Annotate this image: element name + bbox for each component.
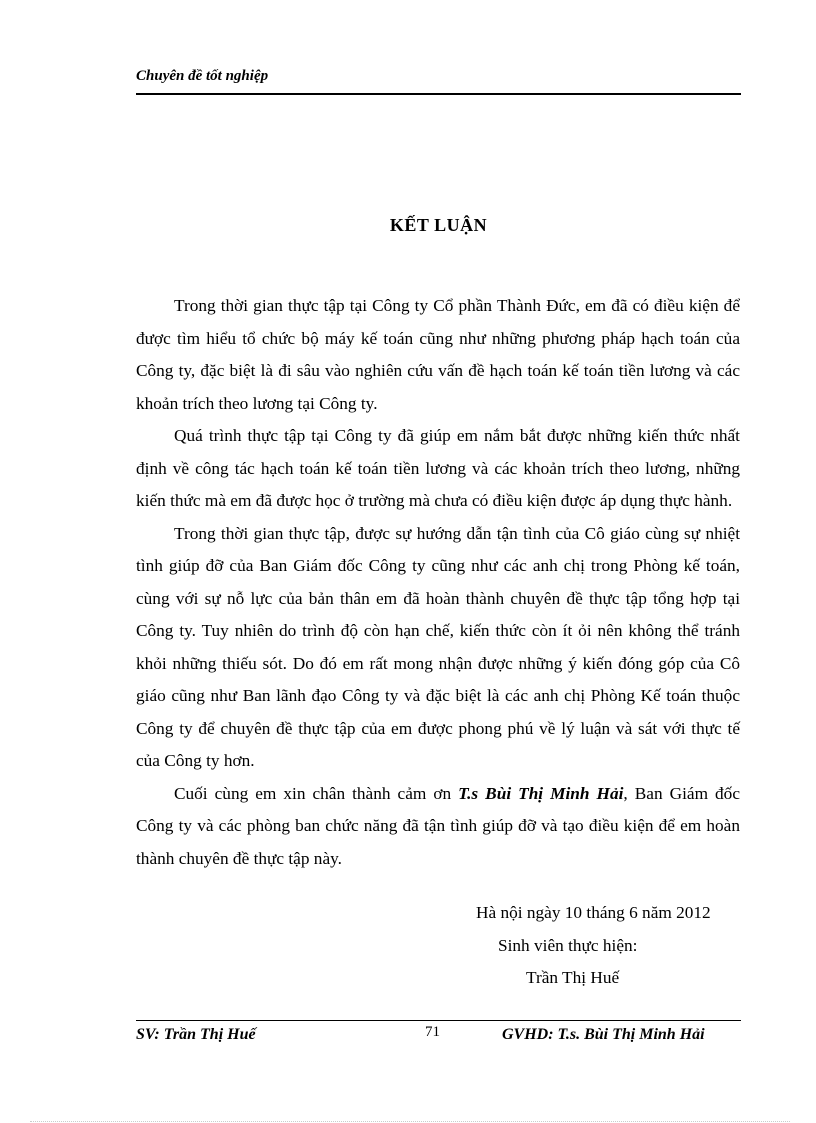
conclusion-body [136,290,740,875]
footer-advisor: GVHD: T.s. Bùi Thị Minh Hải [502,1026,705,1043]
running-header-title: Chuyên đề tốt nghiệp [136,68,269,84]
footer-divider [136,1020,741,1021]
section-heading: KẾT LUẬN [389,215,488,235]
paragraph-1: Trong thời gian thực tập tại Công ty Cổ phần Thành Đức, em đã có điều kiện để được tìm hiểu tổ chức bộ máy kế toán cũng như những phương pháp hạch toán của Công ty, đặc biệt là đi sâu vào nghiên cứu vấn đề hạch toán kế toán tiền lương và các khoản trích theo lương tại Công ty. [136,296,740,413]
signature-role: Sinh viên thực hiện: [498,936,638,955]
page-number: 71 [425,1024,440,1040]
advisor-name-emphasis: T.s Bùi Thị Minh Hải [458,783,624,803]
closing-text-before: Cuối cùng em xin chân thành cảm ơn [174,783,459,803]
closing-text-after: , Ban Giám đốc Công ty và các phòng ban chức năng đã tận tình giúp đỡ và tạo điều kiện để em hoàn thành chuyên đề thực tập này. [136,783,740,868]
paragraph-closing [136,778,740,876]
paragraph-3: Trong thời gian thực tập, được sự hướng dẫn tận tình của Cô giáo cùng sự nhiệt tình giúp đỡ của Ban Giám đốc Công ty cũng như các anh chị trong Phòng kế toán, cùng với sự nỗ lực của bản thân em đã hoàn thành chuyên đề thực tập tổng hợp tại Công ty. Tuy nhiên do trình độ còn hạn chế, kiến thức còn ít ỏi nên không thể tránh khỏi những thiếu sót. Do đó em rất mong nhận được những ý kiến đóng góp của Cô giáo cũng như Ban lãnh đạo Công ty và đặc biệt là các anh chị Phòng Kế toán thuộc Công ty để chuyên đề thực tập của em được phong phú về lý luận và sát với thực tế của Công ty hơn. [136,523,740,770]
signature-name: Trần Thị Huế [526,968,620,987]
signature-date: Hà nội ngày 10 tháng 6 năm 2012 [476,903,711,922]
header-divider [136,93,741,95]
page-bottom-edge [30,1121,790,1122]
footer-student: SV: Trần Thị Huế [136,1026,256,1043]
paragraph-2: Quá trình thực tập tại Công ty đã giúp em nắm bắt được những kiến thức nhất định về công tác hạch toán kế toán tiền lương và các khoản trích theo lương, những kiến thức mà em đã được học ở trường mà chưa có điều kiện được áp dụng thực hành. [136,426,740,510]
